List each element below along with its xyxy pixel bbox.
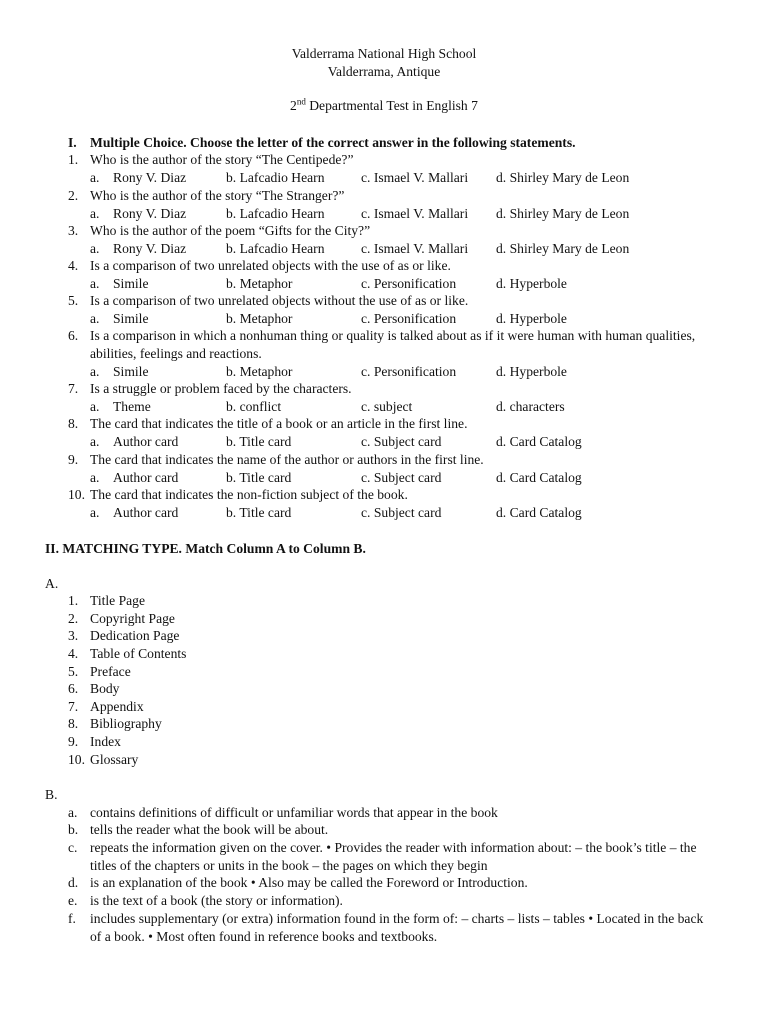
choice-marker: a. bbox=[90, 311, 100, 326]
choice-b: b. Title card bbox=[226, 434, 292, 449]
list-item-letter: e. bbox=[68, 893, 78, 908]
list-item: Glossary bbox=[90, 752, 139, 767]
test-title bbox=[0, 98, 768, 114]
list-item: includes supplementary (or extra) information found in the form of: – charts – lists – tables • Located in the back bbox=[90, 911, 704, 926]
question-text: The card that indicates the non-fiction subject of the book. bbox=[90, 487, 408, 502]
choice-marker: a. bbox=[90, 399, 100, 414]
list-item: contains definitions of difficult or unfamiliar words that appear in the book bbox=[90, 805, 498, 820]
choice-d: d. Card Catalog bbox=[496, 505, 582, 520]
list-item-number: 8. bbox=[68, 716, 79, 731]
question-number: 6. bbox=[68, 328, 79, 343]
choice-d: d. Card Catalog bbox=[496, 434, 582, 449]
question-number: 10. bbox=[68, 487, 85, 502]
choice-c: c. Personification bbox=[361, 276, 457, 291]
list-item: tells the reader what the book will be about. bbox=[90, 822, 329, 837]
question-text-continued: abilities, feelings and reactions. bbox=[90, 346, 262, 361]
choice-a: Author card bbox=[113, 505, 179, 520]
column-b-label: B. bbox=[45, 787, 58, 802]
question-number: 5. bbox=[68, 293, 79, 308]
list-item-number: 1. bbox=[68, 593, 79, 608]
list-item: Appendix bbox=[90, 699, 144, 714]
choice-a: Simile bbox=[113, 364, 149, 379]
question-text: Is a comparison of two unrelated objects without the use of as or like. bbox=[90, 293, 469, 308]
question-text: The card that indicates the name of the author or authors in the first line. bbox=[90, 452, 484, 467]
question-number: 3. bbox=[68, 223, 79, 238]
list-item-number: 9. bbox=[68, 734, 79, 749]
list-item-number: 3. bbox=[68, 628, 79, 643]
choice-c: c. Ismael V. Mallari bbox=[361, 170, 469, 185]
list-item: Index bbox=[90, 734, 121, 749]
choice-a: Theme bbox=[113, 399, 151, 414]
choice-c: c. Personification bbox=[361, 311, 457, 326]
choice-c: c. Subject card bbox=[361, 505, 442, 520]
choice-d: d. Shirley Mary de Leon bbox=[496, 206, 630, 221]
list-item-letter: d. bbox=[68, 875, 79, 890]
test-title-text: Departmental Test in English 7 bbox=[305, 98, 478, 113]
choice-a: Rony V. Diaz bbox=[113, 241, 187, 256]
test-title-number: 2 bbox=[290, 98, 297, 113]
list-item-number: 7. bbox=[68, 699, 79, 714]
part2-title: II. MATCHING TYPE. Match Column A to Column B. bbox=[45, 541, 366, 556]
question-text: The card that indicates the title of a book or an article in the first line. bbox=[90, 416, 468, 431]
choice-a: Rony V. Diaz bbox=[113, 170, 187, 185]
choice-marker: a. bbox=[90, 505, 100, 520]
list-item-number: 6. bbox=[68, 681, 79, 696]
choice-a: Simile bbox=[113, 276, 149, 291]
school-location: Valderrama, Antique bbox=[327, 64, 441, 79]
choice-a: Author card bbox=[113, 470, 179, 485]
choice-marker: a. bbox=[90, 206, 100, 221]
list-item-letter: c. bbox=[68, 840, 78, 855]
choice-d: d. Hyperbole bbox=[496, 311, 567, 326]
list-item: Copyright Page bbox=[90, 611, 175, 626]
choice-a: Rony V. Diaz bbox=[113, 206, 187, 221]
choice-b: b. conflict bbox=[226, 399, 282, 414]
list-item-number: 4. bbox=[68, 646, 79, 661]
list-item: is the text of a book (the story or information). bbox=[90, 893, 343, 908]
choice-a: Author card bbox=[113, 434, 179, 449]
question-text: Who is the author of the story “The Stranger?” bbox=[90, 188, 345, 203]
list-item-number: 10. bbox=[68, 752, 85, 767]
list-item-continued: titles of the chapters or units in the book – the pages on which they begin bbox=[90, 858, 488, 873]
choice-c: c. Ismael V. Mallari bbox=[361, 206, 469, 221]
choice-marker: a. bbox=[90, 434, 100, 449]
choice-c: c. Personification bbox=[361, 364, 457, 379]
question-text: Who is the author of the poem “Gifts for the City?” bbox=[90, 223, 371, 238]
choice-d: d. Hyperbole bbox=[496, 276, 567, 291]
question-text: Who is the author of the story “The Centipede?” bbox=[90, 152, 354, 167]
choice-b: b. Metaphor bbox=[226, 276, 293, 291]
column-a-label: A. bbox=[45, 576, 59, 591]
list-item: Bibliography bbox=[90, 716, 162, 731]
choice-a: Simile bbox=[113, 311, 149, 326]
choice-c: c. Ismael V. Mallari bbox=[361, 241, 469, 256]
question-number: 7. bbox=[68, 381, 79, 396]
list-item: Title Page bbox=[90, 593, 146, 608]
choice-marker: a. bbox=[90, 170, 100, 185]
question-number: 2. bbox=[68, 188, 79, 203]
choice-c: c. subject bbox=[361, 399, 413, 414]
choice-d: d. Shirley Mary de Leon bbox=[496, 170, 630, 185]
list-item: Preface bbox=[90, 664, 131, 679]
choice-b: b. Title card bbox=[226, 470, 292, 485]
choice-b: b. Metaphor bbox=[226, 311, 293, 326]
choice-d: d. Card Catalog bbox=[496, 470, 582, 485]
choice-b: b. Title card bbox=[226, 505, 292, 520]
list-item-letter: a. bbox=[68, 805, 78, 820]
question-number: 4. bbox=[68, 258, 79, 273]
part1-numeral: I. bbox=[68, 135, 77, 150]
choice-d: d. Hyperbole bbox=[496, 364, 567, 379]
list-item: Table of Contents bbox=[90, 646, 187, 661]
list-item-letter: b. bbox=[68, 822, 79, 837]
question-text: Is a comparison of two unrelated objects with the use of as or like. bbox=[90, 258, 451, 273]
choice-b: b. Lafcadio Hearn bbox=[226, 170, 325, 185]
list-item: is an explanation of the book • Also may be called the Foreword or Introduction. bbox=[90, 875, 528, 890]
list-item: repeats the information given on the cover. • Provides the reader with information about: – the book’s title – the bbox=[90, 840, 697, 855]
choice-b: b. Lafcadio Hearn bbox=[226, 241, 325, 256]
school-name: Valderrama National High School bbox=[291, 46, 477, 61]
choice-marker: a. bbox=[90, 470, 100, 485]
choice-marker: a. bbox=[90, 364, 100, 379]
list-item-letter: f. bbox=[68, 911, 76, 926]
question-number: 8. bbox=[68, 416, 79, 431]
question-number: 1. bbox=[68, 152, 79, 167]
choice-marker: a. bbox=[90, 241, 100, 256]
choice-d: d. Shirley Mary de Leon bbox=[496, 241, 630, 256]
list-item: Dedication Page bbox=[90, 628, 180, 643]
question-text: Is a comparison in which a nonhuman thing or quality is talked about as if it were human with human qualities, bbox=[90, 328, 696, 343]
choice-b: b. Metaphor bbox=[226, 364, 293, 379]
part1-instructions: Multiple Choice. Choose the letter of the correct answer in the following statements. bbox=[90, 135, 576, 150]
choice-c: c. Subject card bbox=[361, 434, 442, 449]
choice-b: b. Lafcadio Hearn bbox=[226, 206, 325, 221]
choice-c: c. Subject card bbox=[361, 470, 442, 485]
list-item-continued: of a book. • Most often found in reference books and textbooks. bbox=[90, 929, 438, 944]
question-text: Is a struggle or problem faced by the characters. bbox=[90, 381, 352, 396]
list-item: Body bbox=[90, 681, 120, 696]
choice-marker: a. bbox=[90, 276, 100, 291]
choice-d: d. characters bbox=[496, 399, 565, 414]
list-item-number: 5. bbox=[68, 664, 79, 679]
test-title-ordinal: nd bbox=[296, 96, 306, 107]
question-number: 9. bbox=[68, 452, 79, 467]
list-item-number: 2. bbox=[68, 611, 79, 626]
